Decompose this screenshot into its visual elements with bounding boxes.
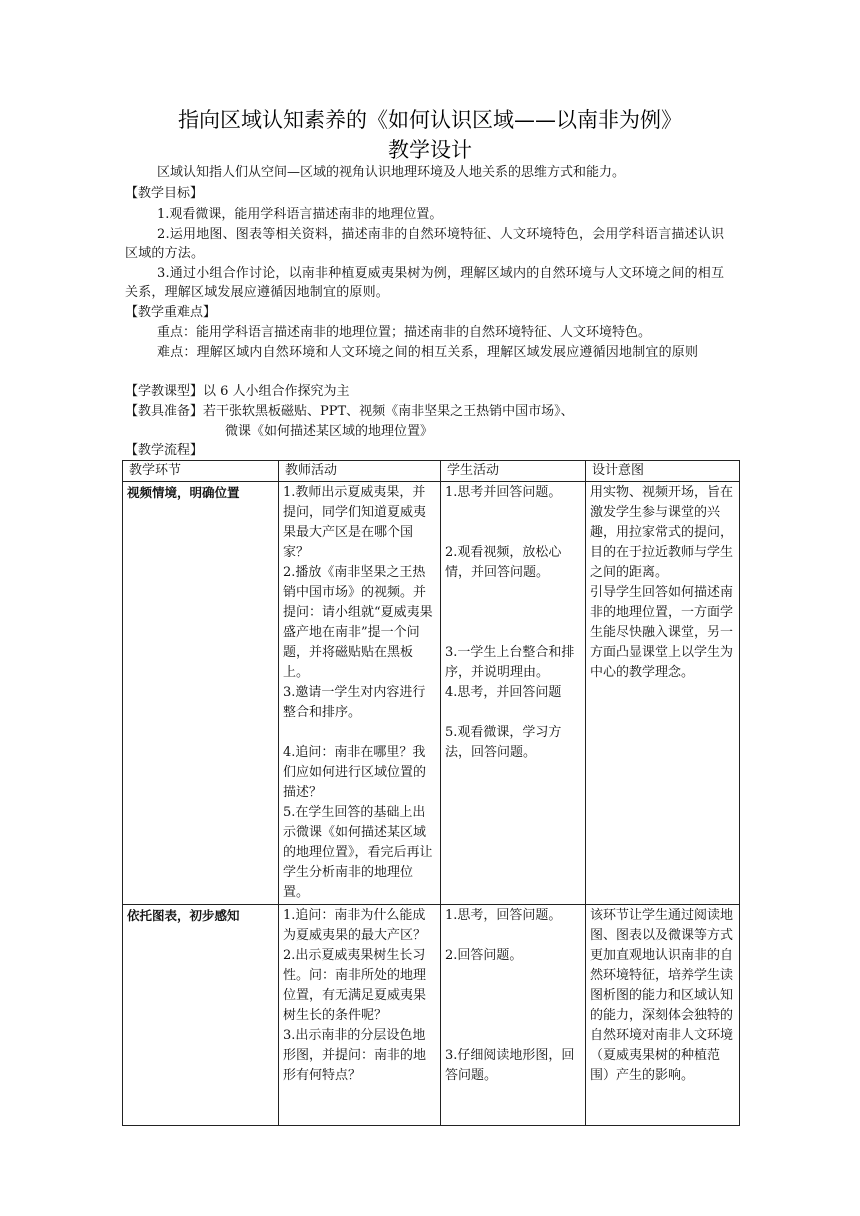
design-intent-item: 引导学生回答如何描述南非的地理位置，一方面学生能尽快融入课堂，另一方面凸显课堂上以学生为中心的教学理念。 xyxy=(590,585,734,680)
table-row xyxy=(123,482,740,905)
teacher-activity-item: 3.邀请一学生对内容进行整合和排序。 xyxy=(283,685,426,720)
lesson-type-text: 以 6 人小组合作探究为主 xyxy=(203,384,350,399)
student-activity-item: 1.思考并回答问题。 xyxy=(445,485,562,500)
document-title: 指向区域认知素养的《如何认识区域——以南非为例》 xyxy=(178,108,682,132)
objective-item: 3.通过小组合作讨论，以南非种植夏威夷果树为例，理解区域内的自然环境与人文环境之间的相互关系，理解区域发展应遵循因地制宜的原则。 xyxy=(125,266,725,300)
column-header: 学生活动 xyxy=(441,461,586,482)
document-subtitle: 教学设计 xyxy=(388,138,472,162)
objective-item: 1.观看微课，能用学科语言描述南非的地理位置。 xyxy=(157,207,443,222)
key-point-focus: 重点：能用学科语言描述南非的地理位置；描述南非的自然环境特征、人文环境特色。 xyxy=(157,325,652,340)
student-activity-cell xyxy=(441,482,586,905)
teacher-activity-item: 5.在学生回答的基础上出示微课《如何描述某区域的地理位置》，看完后再让学生分析南非的地理位置。 xyxy=(283,805,433,900)
column-header: 教师活动 xyxy=(279,461,441,482)
materials-line: 若干张软黑板磁贴、PPT、视频《南非坚果之王热销中国市场》、 xyxy=(203,404,574,419)
student-activity-item: 3.仔细阅读地形图，回答问题。 xyxy=(445,1048,575,1083)
teacher-activity-item: 3.出示南非的分层设色地形图，并提问：南非的地形有何特点？ xyxy=(283,1028,427,1083)
key-points-heading: 【教学重难点】 xyxy=(125,305,217,320)
key-point-difficulty: 难点：理解区域内自然环境和人文环境之间的相互关系，理解区域发展应遵循因地制宜的原则 xyxy=(157,345,699,360)
lesson-type xyxy=(125,382,737,401)
teacher-activity-cell xyxy=(279,905,441,1126)
student-activity-item: 4.思考，并回答问题 xyxy=(445,685,562,700)
student-activity-item: 1.思考，回答问题。 xyxy=(445,908,562,923)
student-activity-item: 5.观看微课，学习方法，回答问题。 xyxy=(445,725,562,760)
lesson-type-heading: 【学教课型】 xyxy=(125,384,204,399)
column-header: 设计意图 xyxy=(586,461,740,482)
flow-heading: 【教学流程】 xyxy=(125,443,204,458)
intro-paragraph: 区域认知指人们从空间—区域的视角认识地理环境及人地关系的思维方式和能力。 xyxy=(157,165,626,180)
design-intent-item: 该环节让学生通过阅读地图、图表以及微课等方式更加直观地认识南非的自然环境特征，培养学生读图析图的能力和区域认知的能力，深刻体会独特的自然环境对南非人文环境（夏威夷果树的种植范围）产生的影响。 xyxy=(590,908,734,1083)
table-row xyxy=(123,905,740,1126)
materials xyxy=(125,402,737,421)
teaching-flow-table xyxy=(122,460,740,1126)
teacher-activity-item: 1.追问：南非为什么能成为夏威夷果的最大产区？ xyxy=(283,908,427,943)
student-activity-item: 3.一学生上台整合和排序，并说明理由。 xyxy=(445,645,575,680)
column-header: 教学环节 xyxy=(123,461,279,482)
phase-cell: 依托图表，初步感知 xyxy=(123,905,279,1126)
design-intent-item: 用实物、视频开场，旨在激发学生参与课堂的兴趣，用拉家常式的提问，目的在于拉近教师与学生之间的距离。 xyxy=(590,485,734,580)
design-intent-cell xyxy=(586,482,740,905)
teacher-activity-item: 2.出示夏威夷果树生长习性。问：南非所处的地理位置，有无满足夏威夷果树生长的条件呢？ xyxy=(283,948,427,1023)
objective-item: 2.运用地图、图表等相关资料，描述南非的自然环境特征、人文环境特色，会用学科语言描述认识区域的方法。 xyxy=(125,227,725,261)
teacher-activity-item: 1.教师出示夏威夷果，并提问，同学们知道夏威夷果最大产区是在哪个国家？ xyxy=(283,485,427,560)
student-activity-cell xyxy=(441,905,586,1126)
student-activity-item: 2.回答问题。 xyxy=(445,948,523,963)
materials-heading: 【教具准备】 xyxy=(125,404,204,419)
teacher-activity-item: 4.追问：南非在哪里？我们应如何进行区域位置的描述？ xyxy=(283,745,427,800)
design-intent-cell xyxy=(586,905,740,1126)
objectives-heading: 【教学目标】 xyxy=(125,186,204,201)
student-activity-item: 2.观看视频，放松心情，并回答问题。 xyxy=(445,545,562,580)
teacher-activity-item: 2.播放《南非坚果之王热销中国市场》的视频。并提问：请小组就“夏威夷果盛产地在南非”提一个问题，并将磁贴贴在黑板上。 xyxy=(283,565,433,680)
materials-line: 微课《如何描述某区域的地理位置》 xyxy=(225,424,434,439)
phase-cell: 视频情境，明确位置 xyxy=(123,482,279,905)
table-header-row xyxy=(123,461,740,482)
teacher-activity-cell xyxy=(279,482,441,905)
